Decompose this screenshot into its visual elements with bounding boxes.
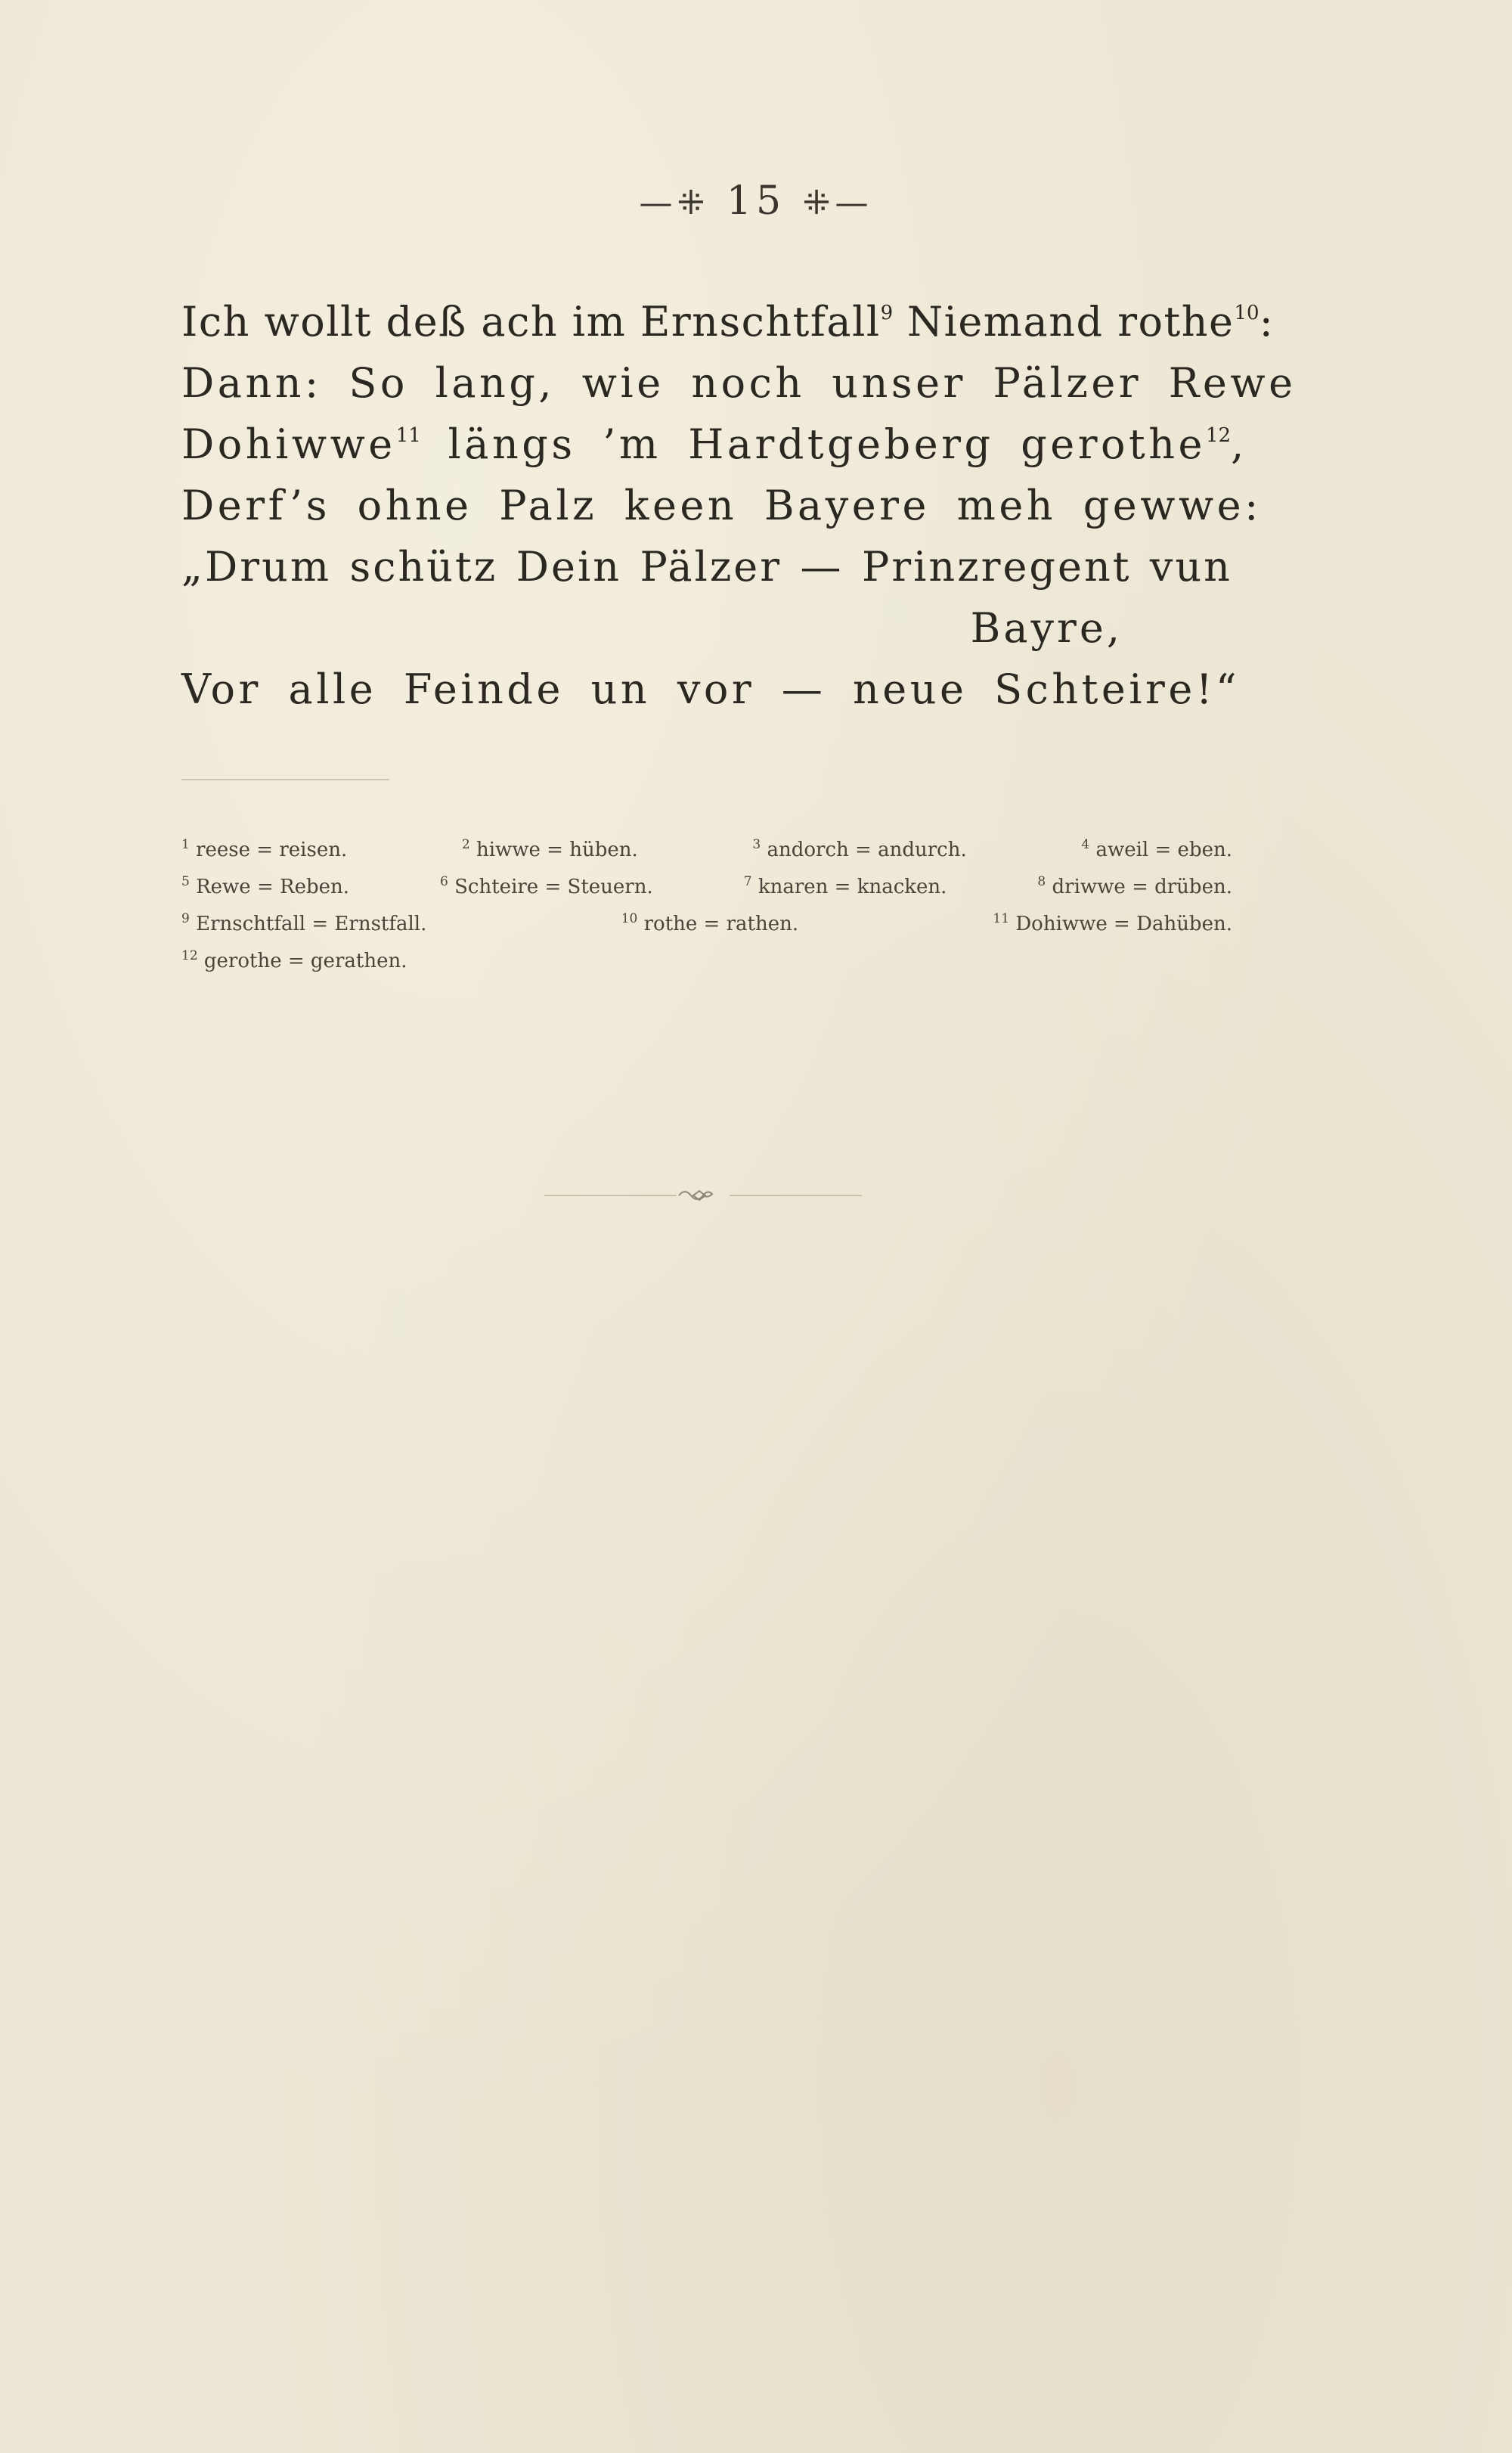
poem-line-5-word: vun <box>1149 543 1232 591</box>
poem-line-3-text-c: , <box>1231 420 1247 468</box>
poem-line-3 <box>181 414 1247 475</box>
page-header <box>0 178 1512 224</box>
footnote-number: 7 <box>743 874 752 889</box>
poem-line-3-text-a: Dohiwwe <box>181 420 396 468</box>
footnote-text: driwwe = drüben. <box>1052 876 1232 898</box>
poem-line-5-word: Dein <box>516 543 621 591</box>
footnote-number: 8 <box>1037 874 1046 889</box>
footnote-11 <box>993 906 1232 943</box>
poem-line-4: Derf’s ohne Palz keen Bayere meh gewwe: <box>181 482 1262 529</box>
footnote-text: reese = reisen. <box>196 839 348 861</box>
footnote-ref-10: 10 <box>1234 302 1259 324</box>
footnote-ref-11: 11 <box>395 424 421 447</box>
footnote-number: 3 <box>752 837 761 852</box>
footnote-row-4 <box>181 943 1232 980</box>
footnote-number: 12 <box>181 948 198 963</box>
footnote-number: 5 <box>181 874 190 889</box>
page-number: 15 <box>726 178 786 224</box>
footnote-2 <box>462 832 638 869</box>
footnote-number: 10 <box>621 911 638 926</box>
footnote-ref-9: 9 <box>880 302 894 324</box>
poem-line-1 <box>181 291 1275 352</box>
footnote-1 <box>181 832 347 869</box>
footnote-text: knaren = knacken. <box>758 876 947 898</box>
footnotes <box>181 832 1232 980</box>
footnote-ref-12: 12 <box>1206 424 1232 447</box>
poem-line-5-word: Prinzregent <box>862 543 1132 591</box>
footnote-text: rothe = rathen. <box>643 913 799 935</box>
poem-line-5-word: schütz <box>349 543 498 591</box>
poem-line-5-word: Pälzer <box>640 543 782 591</box>
right-ornament: ⁜— <box>802 184 873 222</box>
footnote-number: 11 <box>993 911 1010 926</box>
footnote-divider <box>181 779 389 780</box>
poem-line-3-text-b: längs ’m Hardtgeberg gerothe <box>420 420 1206 468</box>
footnote-number: 9 <box>181 911 190 926</box>
footnote-9 <box>181 906 426 943</box>
end-ornament-icon <box>544 1184 862 1207</box>
footnote-4 <box>1081 832 1232 869</box>
footnote-row-1 <box>181 832 1232 869</box>
poem-line-5-word: „Drum <box>181 543 332 591</box>
footnote-8 <box>1037 869 1232 906</box>
footnote-10 <box>621 906 798 943</box>
poem-line-5 <box>181 536 1232 597</box>
footnote-6 <box>440 869 653 906</box>
footnote-12 <box>181 943 407 980</box>
footnote-text: andorch = andurch. <box>767 839 967 861</box>
footnote-text: Schteire = Steuern. <box>454 876 653 898</box>
footnote-text: hiwwe = hüben. <box>476 839 638 861</box>
poem-line-2: Dann: So lang, wie noch unser Pälzer Rewe <box>181 359 1297 407</box>
footnote-text: aweil = eben. <box>1095 839 1232 861</box>
footnote-text: gerothe = gerathen. <box>203 950 407 972</box>
poem-line-7: Vor alle Feinde un vor — neue Schteire!“ <box>181 665 1241 713</box>
footnote-number: 4 <box>1081 837 1090 852</box>
footnote-text: Ernschtfall = Ernstfall. <box>196 913 427 935</box>
footnote-3 <box>752 832 966 869</box>
footnote-text: Dohiwwe = Dahüben. <box>1015 913 1232 935</box>
footnote-number: 2 <box>461 837 470 852</box>
poem-line-6: Bayre, <box>970 604 1123 652</box>
footnote-row-3 <box>181 906 1232 943</box>
poem-line-1-text-c: : <box>1259 298 1275 346</box>
footnote-text: Rewe = Reben. <box>196 876 350 898</box>
poem-line-1-text-a: Ich wollt deß ach im Ernschtfall <box>181 298 881 346</box>
footnote-number: 6 <box>440 874 448 889</box>
footnote-7 <box>744 869 947 906</box>
footnote-5 <box>181 869 349 906</box>
poem-line-5-word: — <box>800 543 844 591</box>
poem-line-1-text-b: Niemand rothe <box>893 298 1235 346</box>
footnote-number: 1 <box>181 837 190 852</box>
left-ornament: —⁜ <box>639 184 710 222</box>
footnote-row-2 <box>181 869 1232 906</box>
poem-text <box>181 291 1297 720</box>
